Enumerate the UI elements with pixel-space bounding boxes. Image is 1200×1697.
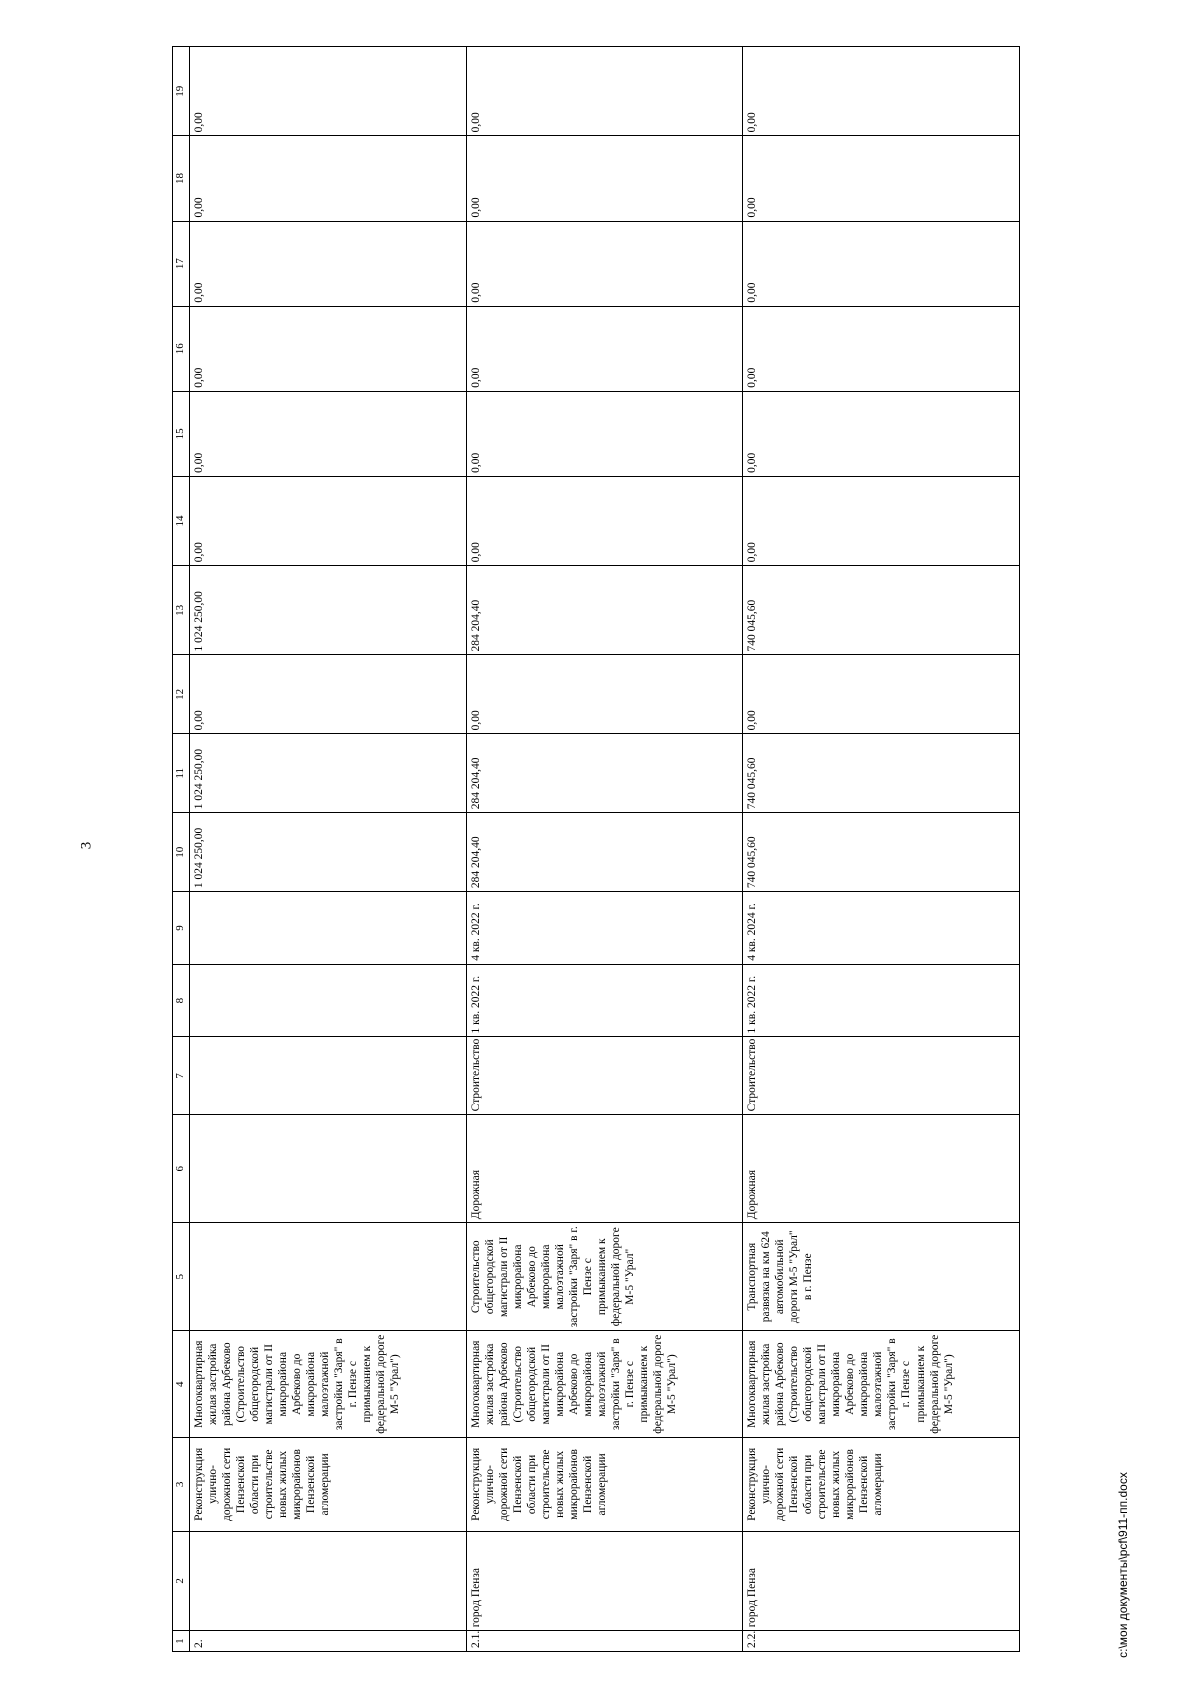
- cell-start: 1 кв. 2022 г.: [743, 964, 1020, 1037]
- cell-value-14: 0,00: [190, 476, 467, 565]
- col-header-10: 10: [173, 813, 190, 892]
- cell-value-10: 1 024 250,00: [190, 813, 467, 892]
- cell-value-19: 0,00: [743, 47, 1020, 136]
- col-header-7: 7: [173, 1037, 190, 1115]
- table-row: [743, 47, 1020, 1652]
- cell-value-19: 0,00: [466, 47, 743, 136]
- cell-work-kind: [190, 1037, 467, 1115]
- cell-work-kind: Строительство: [743, 1037, 1020, 1115]
- page-number: [72, 830, 102, 860]
- cell-value-17: 0,00: [743, 221, 1020, 306]
- cell-value-11: 740 045,60: [743, 734, 1020, 813]
- cell-value-15: 0,00: [743, 391, 1020, 476]
- cell-end: [190, 892, 467, 965]
- cell-project: Многоквартирная жилая застройка района Арбеково (Строительство общегородской магистрали от II микрорайона Арбеково до микрорайона малоэтажной застройки "Заря" в г. Пензе с примыканием к федеральной дороге М-5 "Урал"): [466, 1331, 743, 1438]
- page-number-text: 3: [78, 841, 95, 849]
- table-row: [190, 47, 467, 1652]
- cell-value-12: 0,00: [190, 655, 467, 734]
- col-header-5: 5: [173, 1223, 190, 1331]
- cell-value-10: 740 045,60: [743, 813, 1020, 892]
- col-header-13: 13: [173, 566, 190, 655]
- cell-value-11: 284 204,40: [466, 734, 743, 813]
- cell-value-17: 0,00: [190, 221, 467, 306]
- cell-municipality: город Пенза: [743, 1531, 1020, 1631]
- investment-table: [172, 46, 1020, 1652]
- cell-value-15: 0,00: [190, 391, 467, 476]
- cell-object: [190, 1223, 467, 1331]
- cell-value-12: 0,00: [466, 655, 743, 734]
- footer-file-path: [1108, 1465, 1138, 1665]
- col-header-1: 1: [173, 1631, 190, 1652]
- cell-value-10: 284 204,40: [466, 813, 743, 892]
- cell-value-18: 0,00: [466, 136, 743, 221]
- cell-number: 2.: [190, 1631, 467, 1652]
- cell-value-16: 0,00: [743, 306, 1020, 391]
- col-header-16: 16: [173, 306, 190, 391]
- cell-end: 4 кв. 2022 г.: [466, 892, 743, 965]
- col-header-18: 18: [173, 136, 190, 221]
- cell-object: Транспортная развязка на км 624 автомобильной дороги М-5 "Урал" в г. Пензе: [743, 1223, 1020, 1331]
- cell-start: 1 кв. 2022 г.: [466, 964, 743, 1037]
- cell-municipality: город Пенза: [466, 1531, 743, 1631]
- col-header-9: 9: [173, 892, 190, 965]
- col-header-8: 8: [173, 964, 190, 1037]
- cell-type: [190, 1115, 467, 1223]
- cell-value-19: 0,00: [190, 47, 467, 136]
- cell-value-15: 0,00: [466, 391, 743, 476]
- table-row: [466, 47, 743, 1652]
- cell-value-14: 0,00: [743, 476, 1020, 565]
- col-header-11: 11: [173, 734, 190, 813]
- cell-event: Реконструкция улично-дорожной сети Пензенской области при строительстве новых жилых микрорайонов Пензенской агломерации: [190, 1438, 467, 1531]
- header-row: [173, 47, 190, 1652]
- cell-project: Многоквартирная жилая застройка района Арбеково (Строительство общегородской магистрали от II микрорайона Арбеково до микрорайона малоэтажной застройки "Заря" в г. Пензе с примыканием к федеральной дороге М-5 "Урал"): [190, 1331, 467, 1438]
- cell-value-13: 1 024 250,00: [190, 566, 467, 655]
- col-header-6: 6: [173, 1115, 190, 1223]
- cell-event: Реконструкция улично-дорожной сети Пензенской области при строительстве новых жилых микрорайонов Пензенской агломерации: [743, 1438, 1020, 1531]
- cell-value-17: 0,00: [466, 221, 743, 306]
- cell-work-kind: Строительство: [466, 1037, 743, 1115]
- cell-number: 2.2.: [743, 1631, 1020, 1652]
- footer-file-path-text: c:\мои документы\pcf\911-пп.docx: [1116, 1472, 1130, 1658]
- col-header-4: 4: [173, 1331, 190, 1438]
- cell-end: 4 кв. 2024 г.: [743, 892, 1020, 965]
- cell-value-11: 1 024 250,00: [190, 734, 467, 813]
- col-header-19: 19: [173, 47, 190, 136]
- cell-project: Многоквартирная жилая застройка района Арбеково (Строительство общегородской магистрали от II микрорайона Арбеково до микрорайона малоэтажной застройки "Заря" в г. Пензе с примыканием к федеральной дороге М-5 "Урал"): [743, 1331, 1020, 1438]
- col-header-2: 2: [173, 1531, 190, 1631]
- cell-municipality: [190, 1531, 467, 1631]
- cell-value-16: 0,00: [190, 306, 467, 391]
- col-header-17: 17: [173, 221, 190, 306]
- cell-value-13: 740 045,60: [743, 566, 1020, 655]
- cell-value-16: 0,00: [466, 306, 743, 391]
- cell-value-13: 284 204,40: [466, 566, 743, 655]
- col-header-12: 12: [173, 655, 190, 734]
- cell-number: 2.1.: [466, 1631, 743, 1652]
- col-header-3: 3: [173, 1438, 190, 1531]
- cell-value-18: 0,00: [743, 136, 1020, 221]
- col-header-15: 15: [173, 391, 190, 476]
- col-header-14: 14: [173, 476, 190, 565]
- cell-value-12: 0,00: [743, 655, 1020, 734]
- cell-object: Строительство общегородской магистрали от II микрорайона Арбеково до микрорайона малоэтажной застройки "Заря" в г. Пензе с примыканием к федеральной дороге М-5 "Урал": [466, 1223, 743, 1331]
- cell-type: Дорожная: [466, 1115, 743, 1223]
- cell-start: [190, 964, 467, 1037]
- cell-event: Реконструкция улично-дорожной сети Пензенской области при строительстве новых жилых микрорайонов Пензенской агломерации: [466, 1438, 743, 1531]
- cell-type: Дорожная: [743, 1115, 1020, 1223]
- investment-table-wrapper: [172, 46, 1020, 1652]
- cell-value-14: 0,00: [466, 476, 743, 565]
- cell-value-18: 0,00: [190, 136, 467, 221]
